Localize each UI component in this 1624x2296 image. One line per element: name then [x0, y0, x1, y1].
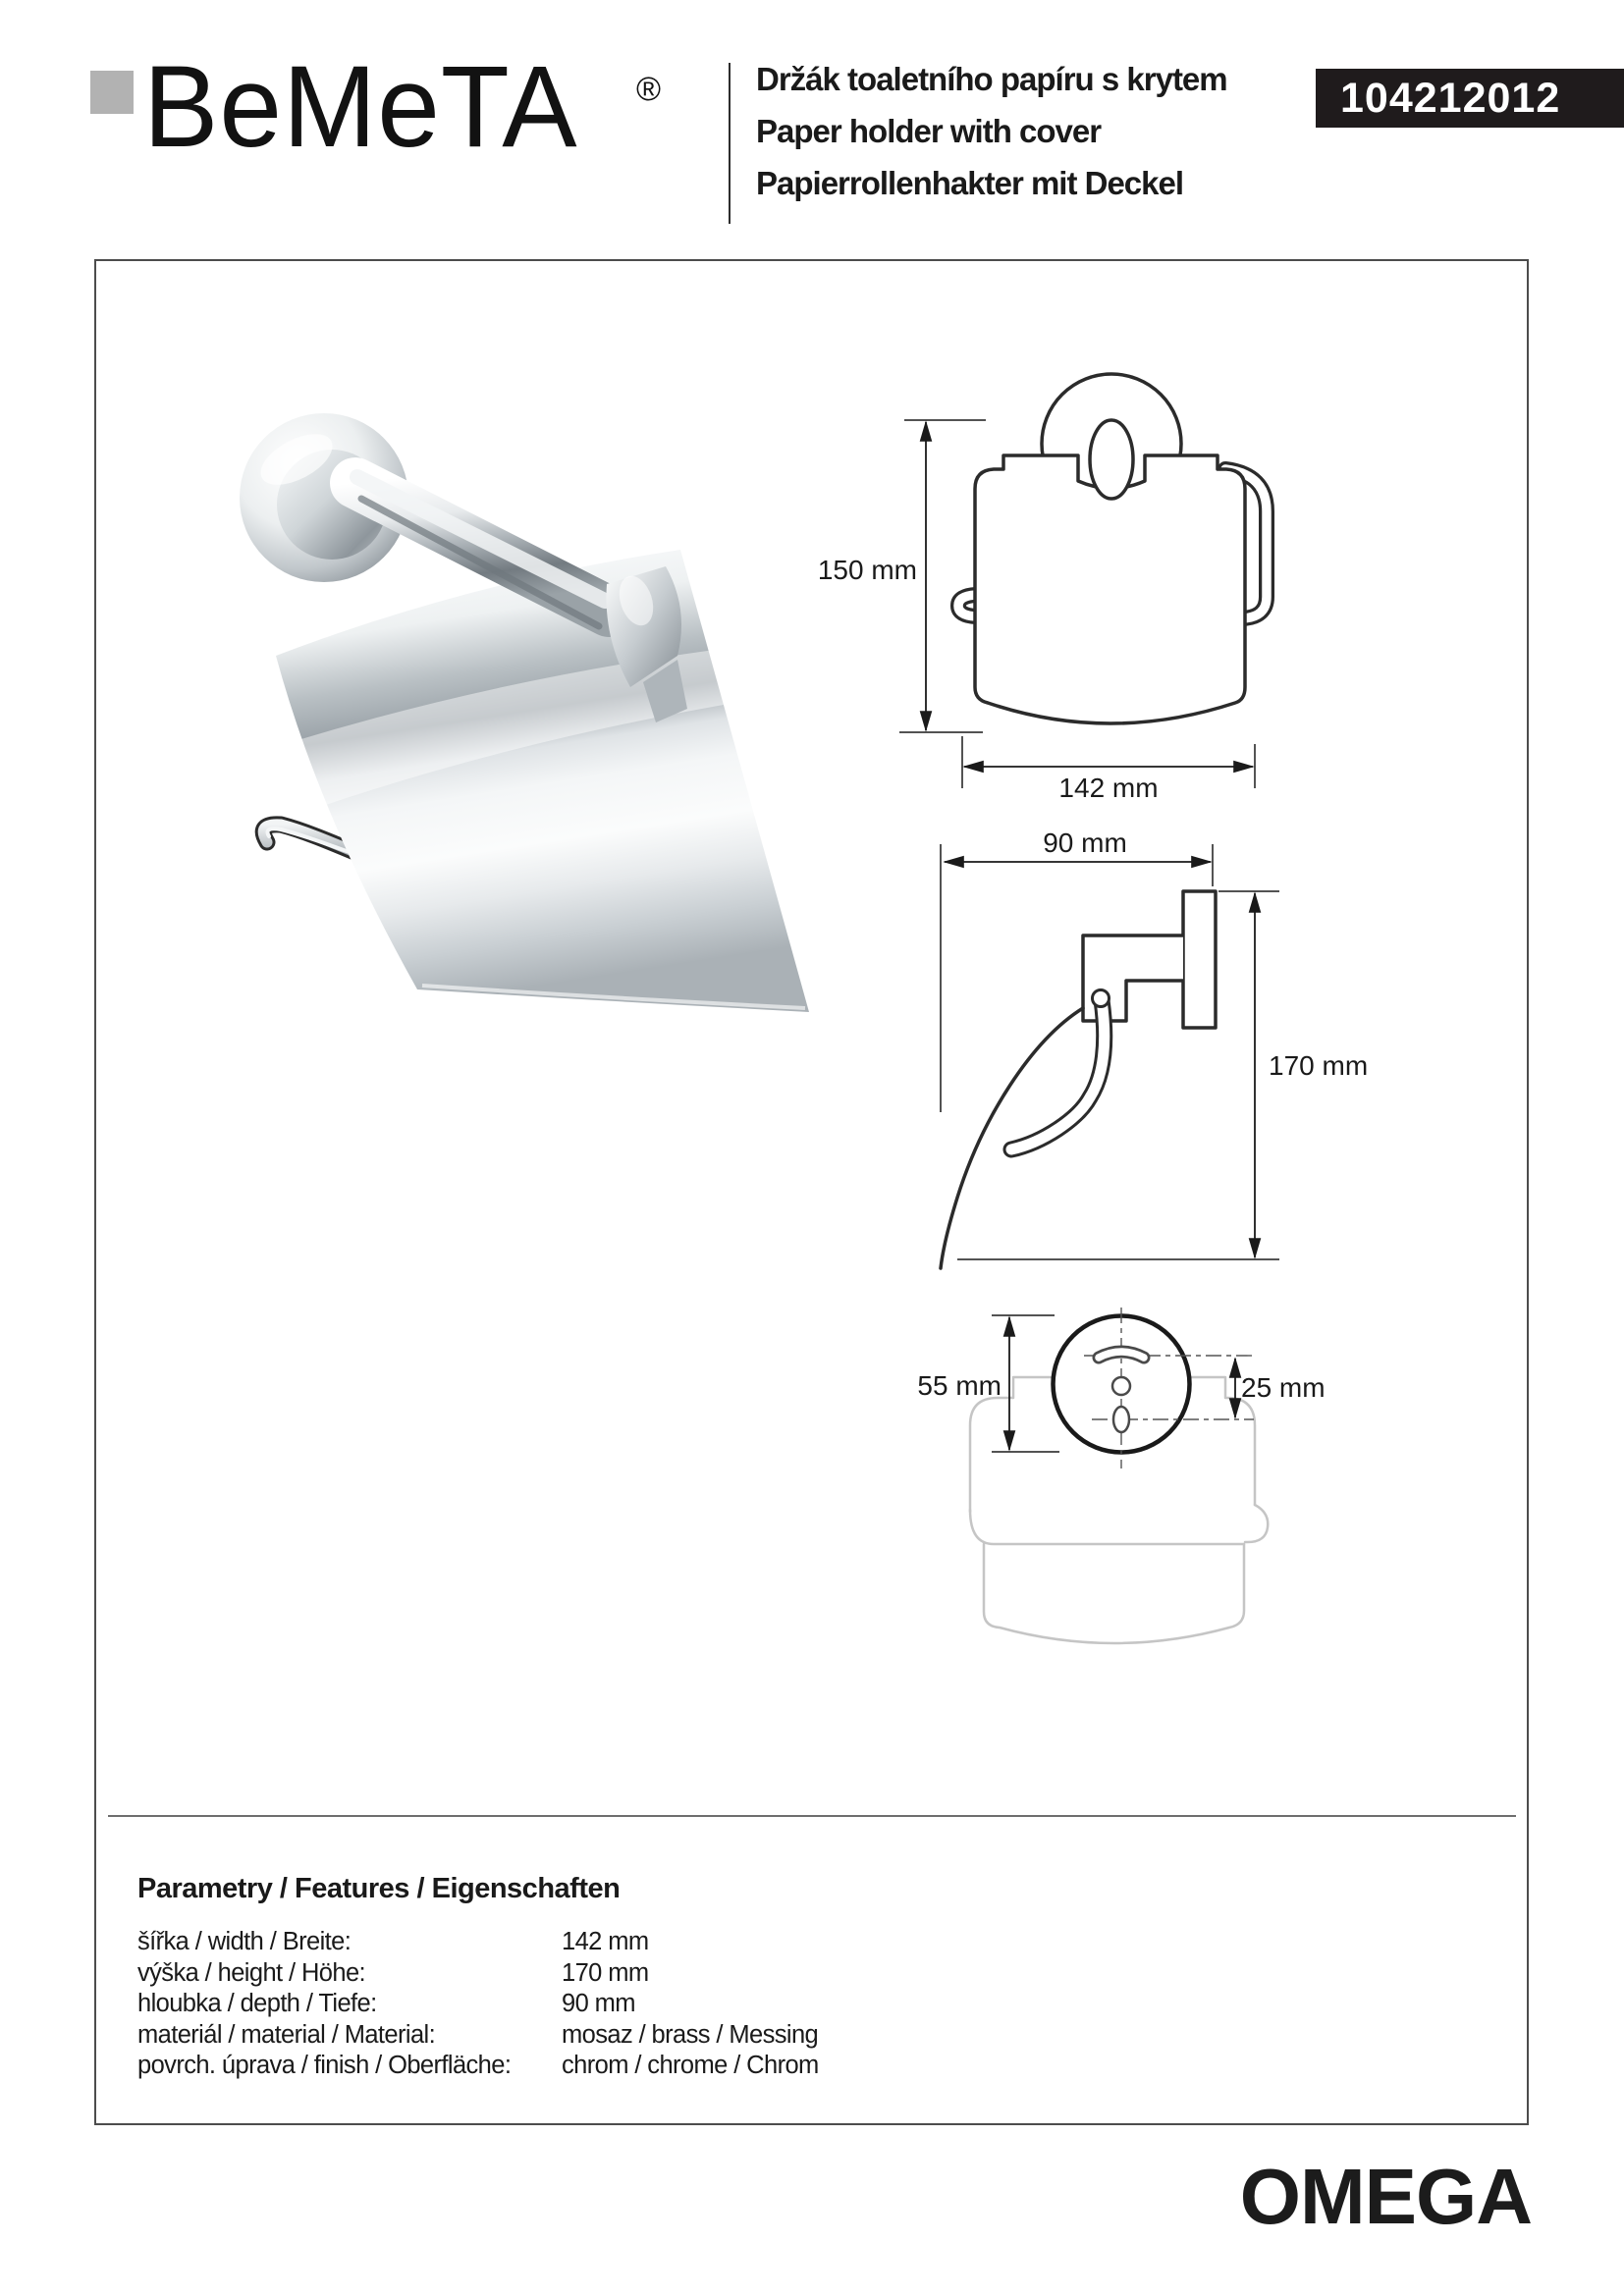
- parameter-row: [137, 1927, 1218, 1958]
- product-title-cs: Držák toaletního papíru s krytem: [756, 61, 1227, 97]
- mount-lower-body: [984, 1544, 1244, 1643]
- front-width-label: 142 mm: [1058, 773, 1159, 803]
- mount-hole-oval: [1113, 1407, 1129, 1432]
- mount-hook-outline: [1245, 1505, 1268, 1542]
- product-photo: [240, 413, 809, 1012]
- parameter-label: hloubka / depth / Tiefe:: [137, 1990, 377, 2018]
- product-title-de: Papierrollenhakter mit Deckel: [756, 165, 1184, 201]
- parameter-value: 90 mm: [562, 1990, 635, 2018]
- parameter-label: výška / height / Höhe:: [137, 1958, 366, 1987]
- section-separator: [108, 1815, 1516, 1817]
- front-view-drawing: [818, 374, 1267, 803]
- parameter-label: šířka / width / Breite:: [137, 1928, 352, 1955]
- parameter-row: [137, 2020, 1218, 2052]
- side-hook: [1011, 1000, 1105, 1149]
- side-hook-pivot: [1093, 990, 1110, 1007]
- series-name: OMEGA: [1239, 2153, 1532, 2240]
- parameter-label: materiál / material / Material:: [137, 2020, 436, 2049]
- parameters-heading: Parametry / Features / Eigenschaften: [137, 1873, 621, 1904]
- mount-offset-label: 25 mm: [1241, 1372, 1326, 1403]
- parameters-table: [137, 1927, 1218, 2082]
- side-height-label: 170 mm: [1269, 1050, 1369, 1081]
- side-view-drawing: [941, 828, 1368, 1268]
- parameter-value: chrom / chrome / Chrom: [562, 2052, 819, 2080]
- mount-detail-drawing: [917, 1308, 1325, 1643]
- mount-diameter-label: 55 mm: [917, 1370, 1001, 1401]
- parameter-value: 170 mm: [562, 1958, 649, 1987]
- parameter-row: [137, 2051, 1218, 2082]
- side-cover-profile: [941, 1008, 1083, 1268]
- front-keyhole-oval: [1090, 420, 1133, 499]
- product-code: 104212012: [1340, 75, 1561, 122]
- parameter-value: mosaz / brass / Messing: [562, 2020, 819, 2049]
- parameter-label: povrch. úprava / finish / Oberfläche:: [137, 2052, 512, 2080]
- front-height-label: 150 mm: [817, 555, 917, 585]
- registered-mark-icon: ®: [636, 71, 662, 108]
- parameter-row: [137, 1989, 1218, 2020]
- product-title-en: Paper holder with cover: [756, 113, 1102, 149]
- side-depth-label: 90 mm: [1043, 828, 1127, 858]
- parameter-value: 142 mm: [562, 1928, 649, 1955]
- side-wall-plate: [1183, 891, 1216, 1028]
- parameter-row: [137, 1958, 1218, 1990]
- mount-cover-bottom-edge: [970, 1510, 1244, 1544]
- logo-brand-text: BeMeTA: [143, 42, 578, 172]
- mount-hole-circle: [1112, 1377, 1130, 1395]
